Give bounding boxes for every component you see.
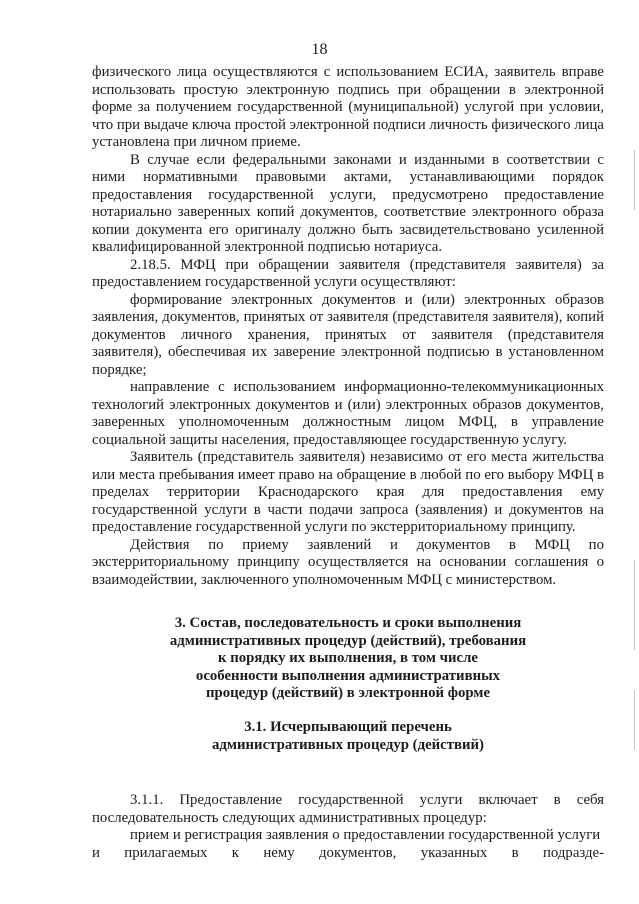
scan-margin-mark bbox=[634, 690, 635, 750]
paragraph: В случае если федеральными законами и изданными в соответствии с ними нормативными правовыми актами, устанавливающими порядок предоставления государственной услуги, предусмотрено предоставление нотариально заверенных копий документов, соответствие электронного образа копии документа его оригиналу должно быть засвидетельствовано усиленной квалифицированной электронной подписью нотариуса. bbox=[92, 151, 604, 255]
body-text bbox=[92, 64, 604, 589]
paragraph: Заявитель (представитель заявителя) независимо от его места жительства или места пребывания имеет право на обращение в любой по его выбору МФЦ в пределах территории Краснодарского края для предоставления ему государственной услуги в части подачи запроса (заявления) и документов на предоставление государственной услуги по экстерриториальному принципу. bbox=[92, 449, 604, 535]
section-heading-line: административных процедур (действий), требования bbox=[169, 632, 527, 649]
paragraph: прием и регистрация заявления о предоставлении государственной услуги bbox=[130, 827, 601, 843]
subsection-heading-line: административных процедур (действий) bbox=[212, 736, 484, 753]
section-heading-line: процедур (действий) в электронной форме bbox=[205, 685, 491, 701]
paragraph: 3.1.1. Предоставление государственной услуги включает в себя последовательность следующих административных процедур: bbox=[92, 792, 604, 826]
page-number: 18 bbox=[311, 41, 328, 58]
scan-margin-mark bbox=[634, 150, 635, 210]
section-heading-line: особенности выполнения административных bbox=[195, 667, 501, 684]
paragraph: Действия по приему заявлений и документов в МФЦ по экстерриториальному принципу осуществляется на основании соглашения о взаимодействии, заключенного уполномоченным МФЦ с министерством. bbox=[92, 536, 604, 588]
subsection-heading-line: 3.1. Исчерпывающий перечень bbox=[244, 719, 452, 735]
tail-text bbox=[92, 792, 604, 862]
section-heading-line: к порядку их выполнения, в том числе bbox=[218, 650, 478, 666]
paragraph: направление с использованием информационно-телекоммуникационных технологий электронных документов и (или) электронных образов документов, заверенных уполномоченным должностным лицом МФЦ, в управление социальной защиты населения, предоставляющее государственную услугу. bbox=[92, 379, 604, 448]
section-heading bbox=[92, 615, 604, 703]
paragraph: физического лица осуществляются с использованием ЕСИА, заявитель вправе использовать простую электронную подпись при обращении в электронной форме за получением государственной (муниципальной) услугой при условии, что при выдаче ключа простой электронной подписи личность физического лица установлена при личном приеме. bbox=[92, 64, 604, 150]
paragraph: и прилагаемых к нему документов, указанных в подразде- bbox=[92, 844, 604, 861]
subsection-heading bbox=[92, 719, 604, 754]
section-heading-line: 3. Состав, последовательность и сроки выполнения bbox=[174, 615, 522, 631]
paragraph: формирование электронных документов и (или) электронных образов заявления, документов, принятых от заявителя (представителя заявителя), копий документов личного хранения, принятых от заявителя (представителя заявителя), обеспечивая их заверение электронной подписью в установленном порядке; bbox=[92, 291, 604, 378]
paragraph: 2.18.5. МФЦ при обращении заявителя (представителя заявителя) за предоставлением государственной услуги осуществляют: bbox=[92, 256, 604, 290]
scan-margin-mark bbox=[634, 560, 635, 650]
